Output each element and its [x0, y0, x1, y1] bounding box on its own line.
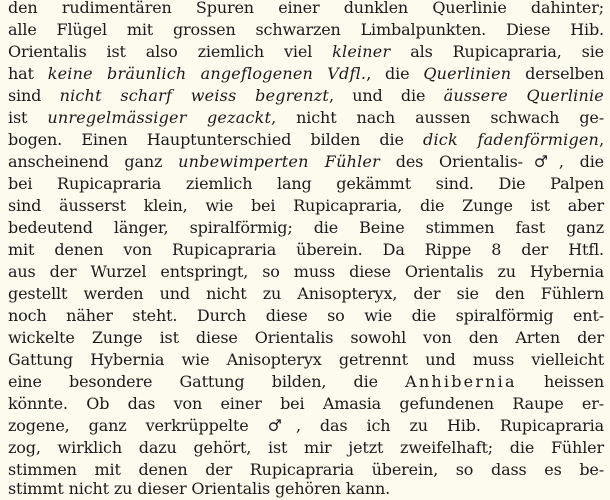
text-line [8, 349, 604, 371]
text-line [8, 415, 604, 437]
text-run: zogene, ganz verkrüppelte ♂, das ich zu Hib. Rupicapraria [8, 416, 604, 435]
text-line [8, 85, 604, 107]
italic-text-run: unbewimperten Fühler [178, 152, 380, 171]
text-line [8, 173, 604, 195]
italic-text-run: keine bräunlich angeflogenen Vdfl. [47, 64, 367, 83]
text-run: bei Rupicapraria ziemlich lang gekämmt sind. Die Palpen [8, 174, 604, 193]
text-run: anscheinend ganz [8, 152, 179, 171]
text-line [8, 327, 604, 349]
text-run: mit denen von Rupicapraria überein. Da Rippe 8 der Htfl. [8, 240, 604, 259]
text-run: als Rupicapraria, sie [390, 42, 605, 61]
text-line [8, 437, 604, 459]
text-run: Gattung Hybernia wie Anisopteryx getrennt und muss vielleicht [8, 350, 604, 369]
text-run: , und die [328, 86, 444, 105]
text-run: , die [366, 64, 424, 83]
text-line [8, 19, 604, 41]
text-run: , nicht nach aussen schwach ge- [271, 108, 604, 127]
text-run: könnte. Ob das von einer bei Amasia gefundenen Raupe er- [8, 394, 604, 413]
text-run: ist [8, 108, 48, 127]
text-run: , [599, 130, 605, 149]
text-run: heissen [516, 372, 604, 391]
text-line [8, 195, 604, 217]
italic-text-run: kleiner [332, 42, 391, 61]
text-line [8, 283, 604, 305]
text-run: sind äusserst klein, wie bei Rupicapraria, die Zunge ist aber [8, 196, 604, 215]
text-run: alle Flügel mit grossen schwarzen Limbalpunkten. Diese Hib. [8, 20, 604, 39]
text-run: eine besondere Gattung bilden, die [8, 372, 406, 391]
text-run: wickelte Zunge ist diese Orientalis sowohl von den Arten der [8, 328, 604, 347]
text-run: stimmt nicht zu dieser Orientalis gehören kann. [8, 479, 391, 498]
text-line [8, 478, 604, 500]
text-line [8, 107, 604, 129]
text-run: hat [8, 64, 48, 83]
text-run: noch näher steht. Durch diese so wie die spiralförmig ent- [8, 306, 604, 325]
text-line [8, 41, 604, 63]
text-line [8, 63, 604, 85]
text-run: derselben [511, 64, 604, 83]
italic-text-run: unregelmässiger gezackt [47, 108, 272, 127]
text-run: den rudimentären Spuren einer dunklen Querlinie dahinter; [8, 0, 604, 17]
text-run: sind [8, 86, 60, 105]
text-line [8, 371, 604, 393]
text-run: zog, wirklich dazu gehört, ist mir jetzt zweifelhaft; die Fühler [8, 438, 604, 457]
italic-text-run: dick fadenförmigen [423, 130, 600, 149]
text-run: des Orientalis-♂, die [379, 152, 604, 171]
text-run: gestellt werden und nicht zu Anisopteryx, der sie den Fühlern [8, 284, 604, 303]
text-line [8, 261, 604, 283]
text-line [8, 129, 604, 151]
spaced-genus-name: Anhibernia [405, 372, 517, 391]
text-line [8, 393, 604, 415]
text-line [8, 151, 604, 173]
text-line [8, 0, 604, 19]
text-line [8, 239, 604, 261]
text-run: stimmen mit denen der Rupicapraria überein, so dass es be- [8, 460, 604, 479]
italic-text-run: Querlinien [423, 64, 512, 83]
text-run: bogen. Einen Hauptunterschied bilden die [8, 130, 424, 149]
text-run: bedeutend länger, spiralförmig; die Beine stimmen fast ganz [8, 218, 604, 237]
italic-text-run: äussere Querlinie [443, 86, 604, 105]
text-line [8, 305, 604, 327]
text-run: Orientalis ist also ziemlich viel [8, 42, 333, 61]
text-run: aus der Wurzel entspringt, so muss diese Orientalis zu Hybernia [8, 262, 604, 281]
text-line [8, 217, 604, 239]
italic-text-run: nicht scharf weiss begrenzt [59, 86, 329, 105]
